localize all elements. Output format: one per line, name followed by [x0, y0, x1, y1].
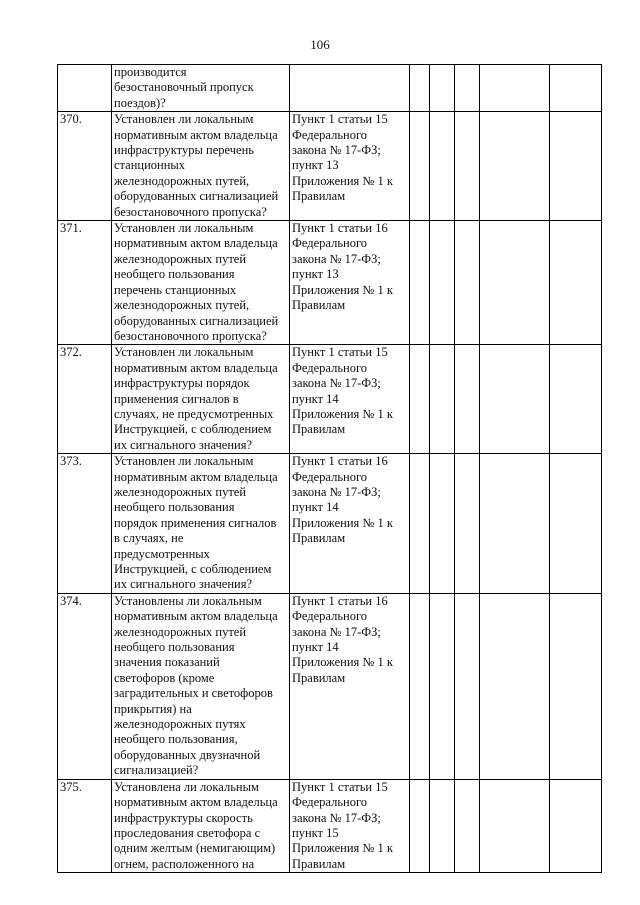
row-number-cell: 374.: [58, 593, 112, 779]
question-text-line: случаях, не предусмотренных: [114, 406, 274, 421]
question-text-line: предусмотренных: [114, 546, 210, 561]
question-text-line: необщего пользования: [114, 640, 235, 655]
answer-no-cell: [430, 221, 455, 345]
reference-text-line: пункт 14: [292, 391, 339, 406]
question-text-line: Инструкцией, с соблюдением: [114, 422, 272, 437]
question-text-line: производится: [114, 65, 187, 79]
answer-no-cell: [430, 65, 455, 112]
question-text-line: огнем, расположенного на: [114, 856, 255, 871]
notes-cell: [480, 593, 550, 779]
not-applicable-cell: [455, 454, 480, 594]
reference-text-line: закона № 17-ФЗ;: [292, 810, 381, 825]
reference-text-line: Пункт 1 статьи 15: [292, 345, 388, 360]
checklist-body: [58, 65, 602, 873]
question-text-line: Установлены ли локальным: [114, 593, 262, 608]
question-text-line: применения сигналов в: [114, 391, 239, 406]
question-text-line: нормативным актом владельца: [114, 469, 278, 484]
question-text-line: Установлен ли локальным: [114, 345, 254, 360]
reference-text-line: Приложения № 1 к: [292, 406, 393, 421]
reference-text-line: пункт 14: [292, 640, 339, 655]
question-text-line: нормативным актом владельца: [114, 795, 278, 810]
reference-text-line: Правилам: [292, 856, 346, 871]
question-text-line: проследования светофора с: [114, 825, 261, 840]
reference-text-line: Правилам: [292, 670, 346, 685]
question-text-line: порядок применения сигналов: [114, 515, 277, 530]
question-cell: [112, 593, 290, 779]
question-cell: [112, 112, 290, 221]
reference-text-line: Пункт 1 статьи 15: [292, 112, 388, 127]
answer-yes-cell: [410, 779, 430, 872]
question-text-line: безостановочного пропуска?: [114, 328, 267, 343]
question-text-line: их сигнального значения?: [114, 577, 253, 592]
legal-reference-cell: [290, 345, 410, 454]
reference-text-line: Правилам: [292, 298, 346, 313]
table-row: [58, 345, 602, 454]
notes-cell: [480, 454, 550, 594]
answer-yes-cell: [410, 345, 430, 454]
extra-cell: [550, 65, 602, 112]
not-applicable-cell: [455, 221, 480, 345]
answer-yes-cell: [410, 454, 430, 594]
reference-text-line: пункт 15: [292, 825, 339, 840]
extra-cell: [550, 454, 602, 594]
question-text-line: нормативным актом владельца: [114, 609, 278, 624]
question-text-line: инфраструктуры скорость: [114, 810, 253, 825]
question-cell: [112, 345, 290, 454]
question-text-line: их сигнального значения?: [114, 437, 253, 452]
question-cell: [112, 221, 290, 345]
reference-text-line: Приложения № 1 к: [292, 515, 393, 530]
reference-text-line: Приложения № 1 к: [292, 841, 393, 856]
question-text-line: Установлена ли локальным: [114, 779, 259, 794]
checklist-table: [57, 64, 602, 873]
reference-text-line: закона № 17-ФЗ;: [292, 251, 381, 266]
question-text-line: Установлен ли локальным: [114, 221, 254, 236]
question-text-line: сигнализацией?: [114, 763, 199, 778]
reference-text-line: Пункт 1 статьи 16: [292, 221, 388, 236]
reference-text-line: Приложения № 1 к: [292, 282, 393, 297]
question-text-line: перечень станционных: [114, 282, 237, 297]
notes-cell: [480, 345, 550, 454]
question-text-line: безостановочный пропуск: [114, 80, 254, 95]
reference-text-line: Пункт 1 статьи 16: [292, 454, 388, 469]
extra-cell: [550, 112, 602, 221]
question-cell: [112, 454, 290, 594]
not-applicable-cell: [455, 345, 480, 454]
legal-reference-cell: [290, 593, 410, 779]
legal-reference-cell: [290, 112, 410, 221]
question-text-line: станционных: [114, 158, 186, 173]
row-number-cell: 372.: [58, 345, 112, 454]
reference-text-line: Пункт 1 статьи 15: [292, 779, 388, 794]
question-text-line: прикрытия) на: [114, 701, 192, 716]
not-applicable-cell: [455, 593, 480, 779]
answer-no-cell: [430, 112, 455, 221]
reference-text-line: закона № 17-ФЗ;: [292, 624, 381, 639]
question-text-line: оборудованных двузначной: [114, 747, 261, 762]
table-row: [58, 593, 602, 779]
extra-cell: [550, 221, 602, 345]
question-text-line: в случаях, не: [114, 531, 184, 546]
question-text-line: оборудованных сигнализацией: [114, 313, 279, 328]
reference-text-line: Правилам: [292, 531, 346, 546]
legal-reference-cell: [290, 454, 410, 594]
reference-text-line: закона № 17-ФЗ;: [292, 376, 381, 391]
question-text-line: оборудованных сигнализацией: [114, 189, 279, 204]
notes-cell: [480, 779, 550, 872]
question-text-line: инфраструктуры перечень: [114, 143, 254, 158]
question-text-line: необщего пользования: [114, 500, 235, 515]
question-text-line: железнодорожных путей: [114, 624, 247, 639]
answer-yes-cell: [410, 221, 430, 345]
notes-cell: [480, 221, 550, 345]
reference-text-line: Правилам: [292, 189, 346, 204]
question-text-line: Инструкцией, с соблюдением: [114, 562, 272, 576]
notes-cell: [480, 65, 550, 112]
question-text-line: нормативным актом владельца: [114, 127, 278, 142]
question-text-line: железнодорожных путях: [114, 717, 246, 732]
reference-text-line: Приложения № 1 к: [292, 655, 393, 670]
question-cell: [112, 65, 290, 112]
question-text-line: железнодорожных путей,: [114, 298, 250, 313]
answer-yes-cell: [410, 593, 430, 779]
reference-text-line: Приложения № 1 к: [292, 173, 393, 188]
reference-text-line: Федерального: [292, 360, 368, 375]
reference-text-line: Правилам: [292, 422, 346, 437]
legal-reference-cell: [290, 221, 410, 345]
not-applicable-cell: [455, 779, 480, 872]
table-row: [58, 65, 602, 112]
question-text-line: нормативным актом владельца: [114, 360, 278, 375]
not-applicable-cell: [455, 65, 480, 112]
page-number: 106: [310, 37, 330, 52]
extra-cell: [550, 345, 602, 454]
question-text-line: железнодорожных путей,: [114, 173, 250, 188]
row-number-cell: 370.: [58, 112, 112, 221]
answer-yes-cell: [410, 65, 430, 112]
table-row: [58, 221, 602, 345]
question-text-line: светофоров (кроме: [114, 670, 215, 685]
reference-text-line: Федерального: [292, 127, 368, 142]
reference-text-line: закона № 17-ФЗ;: [292, 484, 381, 499]
question-text-line: Установлен ли локальным: [114, 454, 254, 469]
reference-text-line: Федерального: [292, 469, 368, 484]
question-text-line: заградительных и светофоров: [114, 686, 273, 701]
row-number-cell: 373.: [58, 454, 112, 594]
reference-text-line: Федерального: [292, 609, 368, 624]
answer-no-cell: [430, 345, 455, 454]
extra-cell: [550, 779, 602, 872]
question-text-line: необщего пользования,: [114, 732, 238, 747]
legal-reference-cell: [290, 779, 410, 872]
extra-cell: [550, 593, 602, 779]
question-text-line: безостановочного пропуска?: [114, 204, 267, 219]
table-row: [58, 454, 602, 594]
table-row: [58, 779, 602, 872]
row-number-cell: 371.: [58, 221, 112, 345]
answer-no-cell: [430, 454, 455, 594]
question-text-line: необщего пользования: [114, 267, 235, 282]
legal-reference-cell: [290, 65, 410, 112]
reference-text-line: пункт 13: [292, 267, 339, 282]
not-applicable-cell: [455, 112, 480, 221]
question-text-line: железнодорожных путей: [114, 251, 247, 266]
table-row: [58, 112, 602, 221]
reference-text-line: пункт 13: [292, 158, 339, 173]
question-text-line: железнодорожных путей: [114, 484, 247, 499]
question-text-line: нормативным актом владельца: [114, 236, 278, 251]
question-text-line: поездов)?: [114, 95, 166, 110]
question-text-line: инфраструктуры порядок: [114, 376, 250, 391]
reference-text-line: Федерального: [292, 236, 368, 251]
notes-cell: [480, 112, 550, 221]
answer-no-cell: [430, 593, 455, 779]
reference-text-line: закона № 17-ФЗ;: [292, 143, 381, 158]
row-number-cell: 375.: [58, 779, 112, 872]
question-text-line: одним желтым (немигающим): [114, 841, 276, 856]
row-number-cell: [58, 65, 112, 112]
question-cell: [112, 779, 290, 872]
answer-yes-cell: [410, 112, 430, 221]
question-text-line: Установлен ли локальным: [114, 112, 254, 127]
question-text-line: значения показаний: [114, 655, 220, 670]
reference-text-line: Федерального: [292, 795, 368, 810]
reference-text-line: пункт 14: [292, 500, 339, 515]
answer-no-cell: [430, 779, 455, 872]
reference-text-line: Пункт 1 статьи 16: [292, 593, 388, 608]
